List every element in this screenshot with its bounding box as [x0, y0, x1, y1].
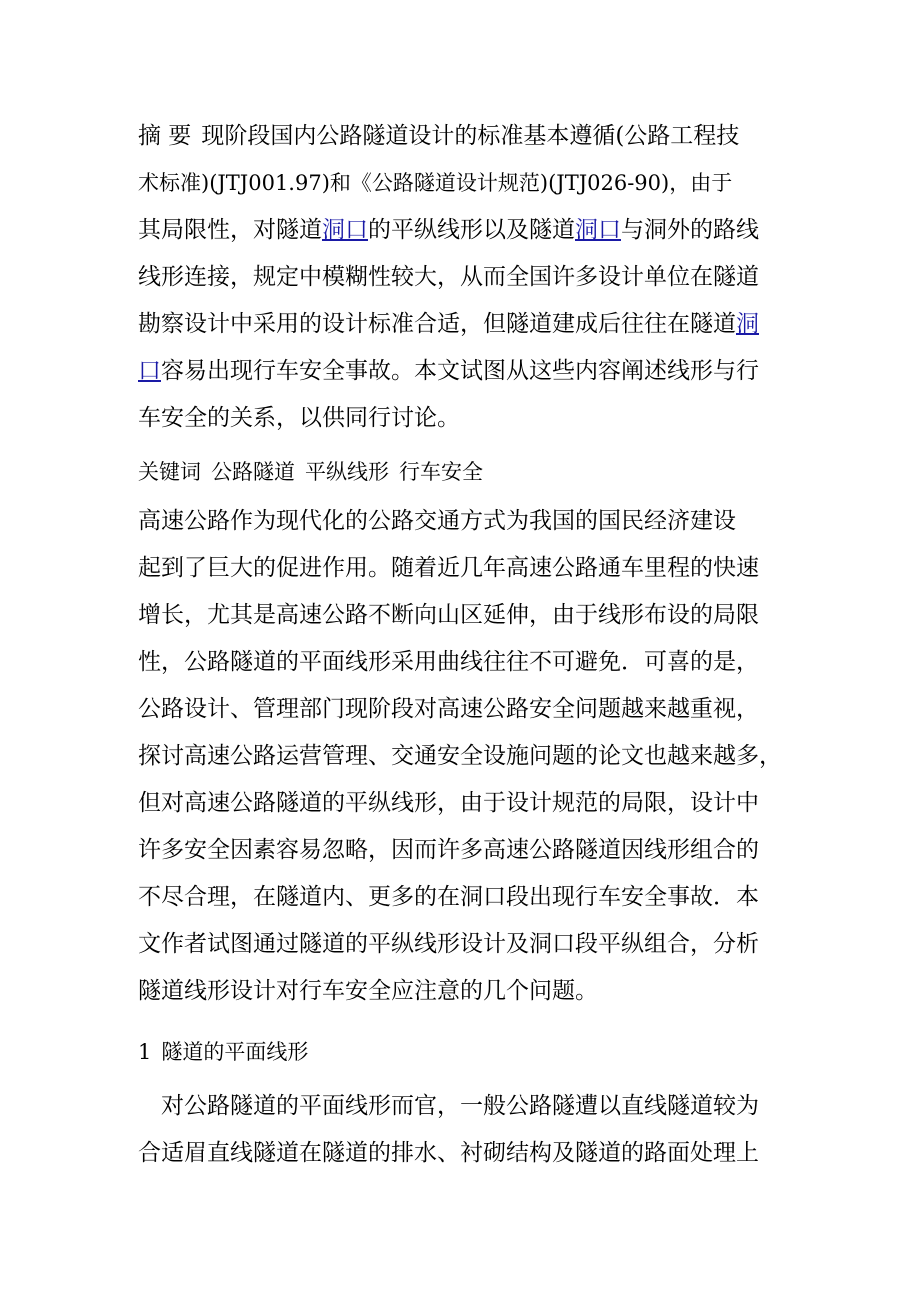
section-1-text-1: 对公路隧道的平面线形而官，一般公路隧遭以直线隧道较为 — [161, 1093, 759, 1119]
intro-line-10: 文作者试图通过隧道的平纵线形设计及洞口段平纵组合，分析 — [138, 931, 759, 957]
keywords-label: 关键词 — [138, 460, 201, 484]
abstract-text-5a: 勘察设计中采用的设计标准合适，但隧道建成后往往在隧道 — [138, 311, 736, 337]
link-dongkou-3a[interactable]: 洞 — [736, 311, 759, 337]
abstract-line-4: 线形连接，规定中模糊性较大，从而全国许多设计单位在隧道 — [138, 264, 759, 290]
keyword-1: 公路隧道 — [211, 460, 295, 484]
abstract-section — [138, 113, 788, 442]
keywords-line — [138, 450, 788, 495]
link-dongkou-2[interactable]: 洞口 — [575, 217, 621, 243]
link-dongkou-3b[interactable]: 口 — [138, 358, 161, 384]
abstract-text-1: 现阶段国内公路隧道设计的标准基本遵循(公路工程技 — [201, 123, 740, 149]
abstract-text-3c: 与洞外的路线 — [621, 217, 759, 243]
intro-line-3: 增长，尤其是高速公路不断向山区延伸，由于线形布设的局限 — [138, 602, 759, 628]
abstract-line-2: 术标准)(JTJ001.97)和《公路隧道设计规范)(JTJ026-90)，由于 — [138, 171, 733, 195]
intro-line-6: 探讨高速公路运营管理、交通安全设施问题的论文也越来越多， — [138, 743, 782, 769]
intro-line-9: 不尽合理，在隧道内、更多的在洞口段出现行车安全事故．本 — [138, 884, 759, 910]
section-1-line-2: 合适眉直线隧道在隧道的排水、衬砌结构及隧道的路面处理上 — [138, 1140, 759, 1166]
intro-line-8: 许多安全因素容易忽略，因而许多高速公路隧道因线形组合的 — [138, 837, 759, 863]
section-1 — [138, 1030, 788, 1177]
intro-line-5: 公路设计、管理部门现阶段对高速公路安全问题越来越重视， — [138, 696, 759, 722]
intro-line-7: 但对高速公路隧道的平纵线形，由于设计规范的局限，设计中 — [138, 790, 759, 816]
keyword-3: 行车安全 — [399, 460, 483, 484]
abstract-line-7: 车安全的关系，以供同行讨论。 — [138, 405, 460, 431]
intro-line-2: 起到了巨大的促进作用。随着近几年高速公路通车里程的快速 — [138, 555, 759, 581]
abstract-line-5 — [138, 301, 788, 348]
abstract-text-3b: 的平纵线形以及隧道 — [368, 217, 575, 243]
section-1-number: 1 — [138, 1040, 152, 1064]
keyword-2: 平纵线形 — [305, 460, 389, 484]
abstract-text-6: 容易出现行车安全事故。本文试图从这些内容阐述线形与行 — [161, 358, 759, 384]
intro-line-11: 隧道线形设计对行车安全应注意的几个问题。 — [138, 978, 598, 1004]
abstract-label: 摘 要 — [138, 123, 192, 149]
intro-section — [138, 498, 788, 1015]
abstract-line-1 — [138, 113, 788, 160]
intro-line-4: 性，公路隧道的平面线形采用曲线往往不可避免．可喜的是， — [138, 649, 759, 675]
keywords-section — [138, 450, 788, 495]
section-1-title: 隧道的平面线形 — [161, 1040, 309, 1064]
abstract-line-6 — [138, 348, 788, 395]
section-1-line-1 — [138, 1083, 788, 1130]
abstract-text-3a: 其局限性，对隧道 — [138, 217, 322, 243]
abstract-line-3 — [138, 207, 788, 254]
intro-line-1: 高速公路作为现代化的公路交通方式为我国的国民经济建设 — [138, 508, 736, 534]
link-dongkou-1[interactable]: 洞口 — [322, 217, 368, 243]
section-1-heading — [138, 1030, 788, 1075]
